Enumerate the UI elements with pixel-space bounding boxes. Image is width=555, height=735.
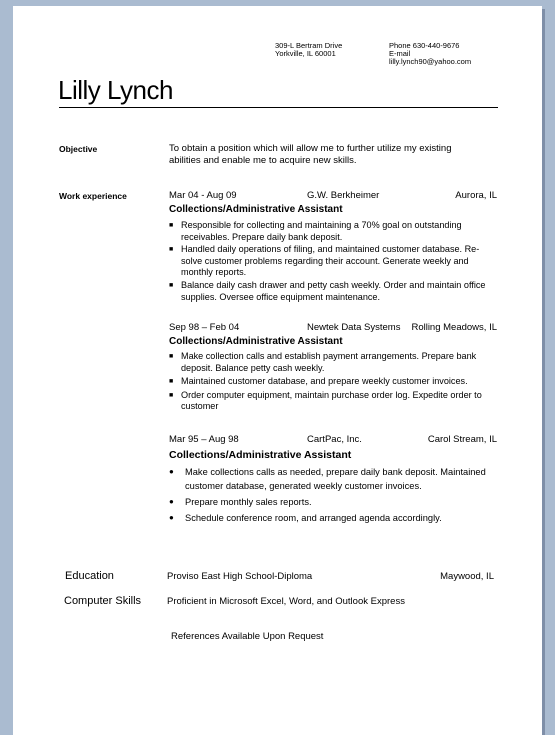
phone: Phone 630-440-9676 [389, 41, 460, 50]
job3-dates: Mar 95 – Aug 98 [169, 434, 239, 445]
list-item: ■ Responsible for collecting and maintaining a 70% goal on outstanding receivables. Prepare daily bank deposit. [169, 220, 462, 242]
list-item: ● Make collections calls as needed, prepare daily bank deposit. Maintained customer database, generated weekly customer invoices. [169, 467, 486, 491]
job1-dates: Mar 04 - Aug 09 [169, 190, 237, 201]
job2-location: Rolling Meadows, IL [411, 322, 497, 333]
list-item: ● Schedule conference room, and arranged agenda accordingly. [169, 513, 442, 523]
candidate-name: Lilly Lynch [58, 75, 173, 105]
address-line1: 309-L Bertram Drive [275, 41, 343, 50]
job1-bullets [169, 220, 499, 303]
skills-heading: Computer Skills [64, 595, 142, 607]
references-note: References Available Upon Request [171, 631, 324, 642]
objective-line1: To obtain a position which will allow me to further utilize my existing [169, 143, 452, 154]
job2-bullets [169, 351, 499, 413]
education-heading: Education [65, 570, 114, 582]
job1-location: Aurora, IL [455, 190, 497, 201]
job3-location: Carol Stream, IL [427, 434, 497, 445]
header-divider [59, 107, 498, 108]
objective-line2: abilities and enable me to acquire new skills. [169, 155, 357, 166]
list-item: ● Prepare monthly sales reports. [169, 497, 312, 507]
list-item: ■ Maintained customer database, and prepare weekly customer invoices. [169, 376, 468, 387]
job3-company: CartPac, Inc. [307, 434, 362, 445]
email-label: E-mail [389, 49, 411, 58]
address-line2: Yorkville, IL 60001 [275, 49, 336, 58]
objective-heading: Objective [59, 144, 98, 154]
list-item: ■ Order computer equipment, maintain purchase order log. Expedite order to customer [169, 389, 482, 412]
email: lilly.lynch90@yahoo.com [389, 57, 472, 66]
education-location: Maywood, IL [440, 571, 494, 582]
work-heading: Work experience [59, 191, 127, 201]
skills-text: Proficient in Microsoft Excel, Word, and Outlook Express [167, 596, 405, 607]
job2-company: Newtek Data Systems [307, 322, 401, 333]
education-school: Proviso East High School-Diploma [167, 571, 313, 582]
job1-title: Collections/Administrative Assistant [169, 204, 343, 215]
list-item: ■ Make collection calls and establish payment arrangements. Prepare bank deposit. Balance petty cash weekly. [169, 351, 477, 373]
job1-company: G.W. Berkheimer [307, 190, 380, 201]
job3-title: Collections/Administrative Assistant [169, 449, 352, 461]
job3-bullets [169, 465, 505, 525]
resume-page [13, 6, 542, 735]
list-item: ■ Balance daily cash drawer and petty cash weekly. Order and maintain office supplies. Oversee office equipment maintenance. [169, 279, 486, 302]
job2-dates: Sep 98 – Feb 04 [169, 322, 240, 333]
job2-title: Collections/Administrative Assistant [169, 336, 343, 347]
list-item: ■ Handled daily operations of filing, and maintained customer database. Re-solve customer problems regarding their account. Generate weekly and monthly reports. [169, 244, 480, 278]
